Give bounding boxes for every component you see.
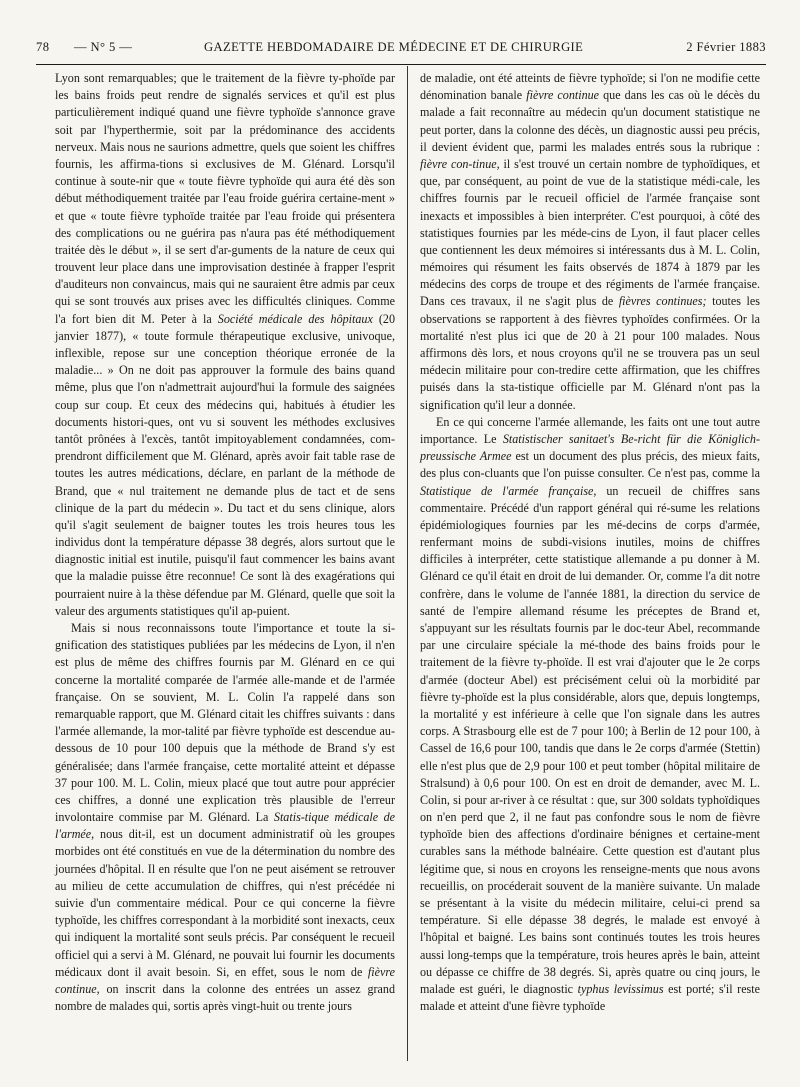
page-number: 78 xyxy=(36,40,50,54)
text-run: de maladie, ont été atteints de fièvre typhoïde; si l'on ne modifie cette dénomination banale xyxy=(420,71,760,103)
italic-title: Statistischer sanitaet's Be-richt für die Königlich-preussische Armee xyxy=(420,431,760,464)
italic-title: Société médicale des hôpitaux xyxy=(217,311,373,326)
text-run: nous dit-il, est un document administratif où les groupes morbides ont été constitués en vue de la détermination du nombre des journées d'hôpital. Il en résulte que l'on ne peut aisément se retrouver au milieu de cette accumulation de chiffres, qui n'est précédée ni suivie d'un commentaire médical. Pour ce qui concerne la fièvre typhoïde, les chiffres correspondant à la morbidité sont inexacts, ceux qui indiquent la mortalité sont seuls précis. Par conséquent le recueil officiel qui a servi à M. Glénard, ne pouvait lui fournir les documents médicaux dont il avait besoin. Si, en effet, sous le nom de xyxy=(55,827,395,979)
right-column xyxy=(420,70,760,1015)
issue-date: 2 Février 1883 xyxy=(686,40,766,54)
paragraph xyxy=(420,70,760,414)
text-run: que dans les cas où le décès du malade a fait reconnaître au médecin qu'un document statistique ne peut porter, dans la colonne des décès, un diagnostic aussi peu précis, il devient évident que, parmi les malades entrés sous la rubrique : xyxy=(420,88,761,154)
journal-title: GAZETTE HEBDOMADAIRE DE MÉDECINE ET DE CHIRURGIE xyxy=(204,40,584,54)
italic-term: fièvre con-tinue, xyxy=(420,156,500,171)
text-run: Lyon sont remarquables; que le traitement de la fièvre ty-phoïde par les bains froids peut rendre de signalés services et qu'il est plus particulièrement indiqué quand une fièvre typhoïde s'annonce grave soit par l'hyperthermie, soit par la prédominance des accidents nerveux. Mais nous ne saurions admettre, quels que soient les chiffres fournis, les affirma-tions si exclusives de M. Glénard. Lorsqu'il continue à soute-nir que « toute fièvre typhoïde qui aura été dès son début méthodiquement traitée par l'eau froide guérira certaine-ment » et que « toute fièvre typhoïde traitée par l'eau froide qui présentera des complications ou ne guérira pas n'aura pas été méthodiquement traitée dès le début », il se sert d'ar-guments de la nature de ceux qui trouvent leur place dans une improvisation destinée à frapper l'esprit d'auditeurs non convaincus, mais qui ne sauraient être admis par ceux qui se sont trouvés aux prises avec les difficultés cliniques. Comme l'a fort bien dit M. Peter à la xyxy=(55,71,395,326)
text-run: (20 janvier 1877), « toute formule thérapeutique exclusive, univoque, inflexible, repose sur une conception théorique erronée de la maladie... » On ne doit pas approuver la formule des bains quand même, plus que l'on n'admettrait aujourd'hui la formule des saignées coup sur coup. Et ceux des médecins qui, habitués à étudier les documents histori-ques, ont vu si souvent les méthodes exclusives tantôt prônées à l'excès, tantôt impitoyablement condamnées, com-prendront difficilement que M. Glénard, après avoir fait table rase de toutes les autres médications, déclare, en parlant de la méthode de Brand, que « nul traitement ne demande plus de tact et de sens clinique de la part du médecin ». Du tact et du sens clinique, alors qu'il s'agit seulement de baigner toutes les trois heures tous les individus dont la température dépasse 38 degrés, alors surtout que le diagnostic initial est inutile, puisqu'il faut commencer les bains avant que la maladie puisse être reconnue! Ce sont là des exagérations qui pourraient nuire à la thèse défendue par M. Glénard, quelle que soit la valeur des arguments statistiques qu'il ap-puient. xyxy=(55,311,395,618)
text-run: Mais si nous reconnaissons toute l'importance et toute la si-gnification des statistiques publiées par les médecins de Lyon, il n'en est plus de même des chiffres fournis par M. Glénard en ce qui concerne la mortalité comparée de l'armée alle-mande et de l'armée française. On se souvient, M. L. Colin l'a rappelé dans son remarquable rapport, que M. Glénard citait les chiffres suivants : dans l'armée allemande, la mor-talité par fièvre typhoïde est descendue au-dessous de 10 pour 100 depuis que la méthode de Brand s'y est généralisée; dans l'armée française, cette mortalité atteint et dépasse 37 pour 100. M. L. Colin, mieux placé que tout autre pour apprécier ces chiffres, a donné une explication très plausible de l'erreur involontaire commise par M. Glénard. La xyxy=(55,621,395,825)
italic-term: typhus levissimus xyxy=(577,981,664,996)
running-header xyxy=(36,40,766,60)
text-run: est un document des plus précis, des mieux faits, des plus con-cluants que l'on puisse consulter. Ce n'est pas, comme la xyxy=(420,449,760,481)
paragraph xyxy=(420,414,760,1016)
left-column xyxy=(55,70,395,1015)
italic-term: fièvre continue, xyxy=(55,964,395,996)
italic-term: fièvre continue xyxy=(526,88,600,103)
text-run: un recueil de chiffres sans commentaire. Précédé d'un rapport général qui ré-sume les relations épidémiologiques fournies par les mé-decins de corps d'armée, renfermant moins de subdi-visions inutiles, moins de chiffres difficiles à interpréter, cette statistique allemande a pu donner à M. Glénard ce qu'il était en droit de lui demander. Or, comme l'a dit notre confrère, dans le volume de l'année 1881, la direction du service de santé de l'empire allemand résume les préceptes de Brand et, s'appuyant sur les résultats fournis par le doc-teur Abel, recommande par une circulaire spéciale la mé-thode des bains froids pour le traitement de la fièvre ty-phoïde. Il est vrai d'ajouter que le 2e corps d'armée (docteur Abel) est précisément celui où la morbidité par fièvre ty-phoïde est la plus considérable, alors que, depuis longtemps, la mortalité y est inférieure à celle que l'on signale dans les autres corps. A Strasbourg elle est de 7 pour 100; à Berlin de 12 pour 100, à Cassel de 16,6 pour 100, tandis que dans le 2e corps d'armée (Stettin) elle n'est plus que de 2,9 pour 100 et peut tomber (hôpital militaire de Stralsund) à 0,6 pour 100. On est en droit de demander, avec M. L. Colin, si pour ar-river à ce résultat : que, sur 300 soldats typhoïdiques on n'en perd que 2, il ne faut pas confondre sous le nom de fièvre typhoïde bien des affections d'ordinaire bénignes et certaine-ment curables sans la méthode balnéaire. Cette question est d'autant plus légitime que, si nous en croyons les renseigne-ments que nous avons recueillis, on procéderait souvent de la manière suivante. Un malade se présentant à la visite du médecin militaire, celui-ci prend sa température. Si elle dépasse 38 degrés, le malade est envoyé à l'hôpital et baigné. Les bains sont continués toutes les trois heures aussi long-temps que la température, trois heures après le bain, atteint ou dépasse ce chiffre de 38 degrés. Si, après quatre ou cinq jours, le malade est guéri, le diagnostic xyxy=(420,483,760,996)
text-run: est porté; s'il reste malade et atteint d'une fièvre typhoïde xyxy=(420,981,760,1014)
italic-title: Statistique de l'armée française, xyxy=(420,483,597,498)
italic-title: Statis-tique médicale de l'armée, xyxy=(55,810,395,842)
text-run: En ce qui concerne l'armée allemande, les faits ont une tout autre importance. Le xyxy=(420,414,760,446)
column-divider xyxy=(407,66,408,1061)
text-run: on inscrit dans la colonne des entrées un assez grand nombre de malades qui, sortis après vingt-huit ou trente jours xyxy=(55,981,395,1014)
paragraph xyxy=(55,70,395,620)
issue-number: — N° 5 — xyxy=(74,40,133,54)
paragraph xyxy=(55,620,395,1015)
text-run: il s'est trouvé un certain nombre de typhoïdiques, et que, par conséquent, au point de vue de la statistique médi-cale, les chiffres fournis par le recueil officiel de l'armée française sont inexacts et impossibles à bien interpréter. C'est pourquoi, à côté des statistiques fournies par les méde-cins de Lyon, il faut placer celles que contiennent les deux mémoires si intéressants dus à M. L. Colin, mémoires qui résument les faits observés de 1874 à 1879 par les médecins des corps de troupe et des régiments de l'armée française. Dans ces travaux, il ne s'agit plus de xyxy=(420,156,760,309)
text-run: toutes les observations se rapportent à des fièvres typhoïdes confirmées. Or la mortalité n'est plus ici que de 20 à 21 pour 100 malades. Nous affirmons dès lors, et nous croyons qu'il ne se trouvera pas un seul médecin militaire pour con-tredire cette affirmation, que les chiffres puisés dans la sta-tistique officielle par M. Glénard n'ont pas la signification qu'il leur a donnée. xyxy=(420,294,760,412)
header-rule xyxy=(36,64,766,65)
italic-term: fièvres continues; xyxy=(618,294,707,309)
